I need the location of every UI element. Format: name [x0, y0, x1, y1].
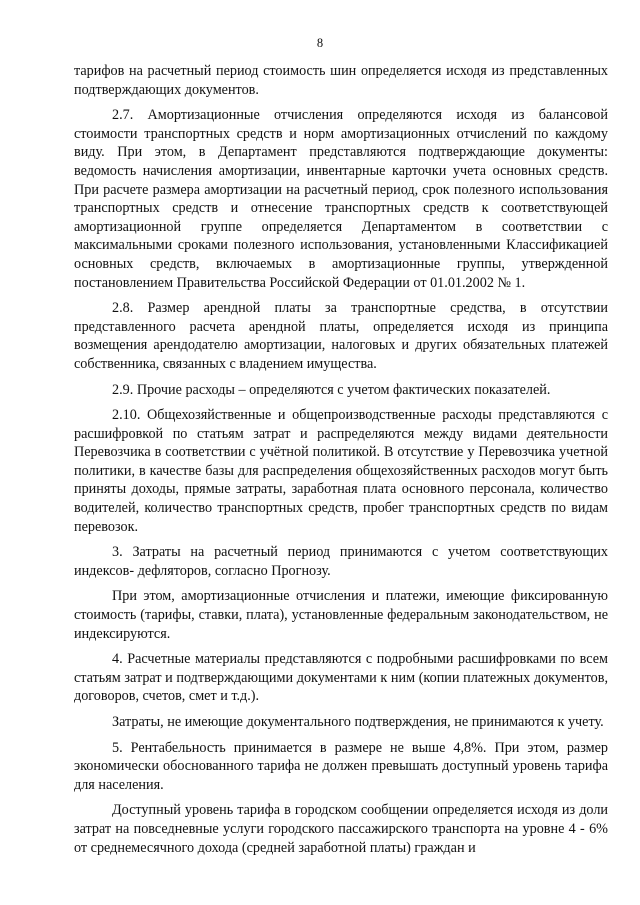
paragraph-2-9: 2.9. Прочие расходы – определяются с учетом фактических показателей.	[112, 381, 551, 398]
paragraph-2-7: 2.7. Амортизационные отчисления определяются исходя из балансовой стоимости транспортных средств и норм амортизационных отчислений по каждому виду. При этом, в Департамент представляются подтверждающие документы: ведомость начисления амортизации, инвентарные карточки учета основных средств. При расчете размера амортизации на расчетный период, срок полезного использования транспортных средств и отнесение транспортных средств к соответствующей амортизационной группе определяется Департаментом в соответствии с максимальными сроками полезного использования, установленными Классификацией основных средств, включаемых в амортизационные группы, утвержденной постановлением Правительства Российской Федерации от 01.01.2002 № 1.	[74, 107, 608, 291]
paragraph-5: 5. Рентабельность принимается в размере не выше 4,8%. При этом, размер экономически обоснованного тарифа не должен превышать доступный уровень тарифа для населения.	[74, 739, 608, 793]
paragraph-indexation: При этом, амортизационные отчисления и платежи, имеющие фиксированную стоимость (тарифы, ставки, плата), установленные федеральным законодательством, не индексируются.	[74, 588, 608, 642]
paragraph-unconfirmed-costs: Затраты, не имеющие документального подтверждения, не принимаются к учету.	[112, 714, 604, 730]
page-number: 8	[316, 36, 324, 50]
paragraph-3: 3. Затраты на расчетный период принимаются с учетом соответствующих индексов- дефляторов, согласно Прогнозу.	[74, 544, 608, 579]
document-body	[74, 62, 608, 864]
paragraph-affordable-tariff: Доступный уровень тарифа в городском сообщении определяется исходя из доли затрат на повседневные услуги городского пассажирского транспорта на уровне 4 - 6% от среднемесячного дохода (средней заработной платы) граждан и	[74, 802, 608, 856]
paragraph-2-10: 2.10. Общехозяйственные и общепроизводственные расходы представляются с расшифровкой по статьям затрат и распределяются между видами деятельности Перевозчика в соответствии с учётной политикой. В отсутствие у Перевозчика учетной политики, в качестве базы для распределения общехозяйственных расходов могут быть приняты доходы, прямые затраты, заработная плата основного персонала, количество водителей, количество транспортных средств, пробег транспортных средств по видам перевозок.	[74, 407, 608, 535]
paragraph-2-8: 2.8. Размер арендной платы за транспортные средства, в отсутствии представленного расчета арендной платы, определяется исходя из принципа возмещения арендодателю амортизации, налоговых и других обязательных платежей собственника, связанных с владением имущества.	[74, 300, 608, 372]
paragraph-4: 4. Расчетные материалы представляются с подробными расшифровками по всем статьям затрат и подтверждающими документами к ним (копии платежных документов, договоров, счетов, смет и т.д.).	[74, 651, 608, 705]
paragraph-continuation: тарифов на расчетный период стоимость шин определяется исходя из представленных подтверждающих документов.	[74, 63, 608, 98]
